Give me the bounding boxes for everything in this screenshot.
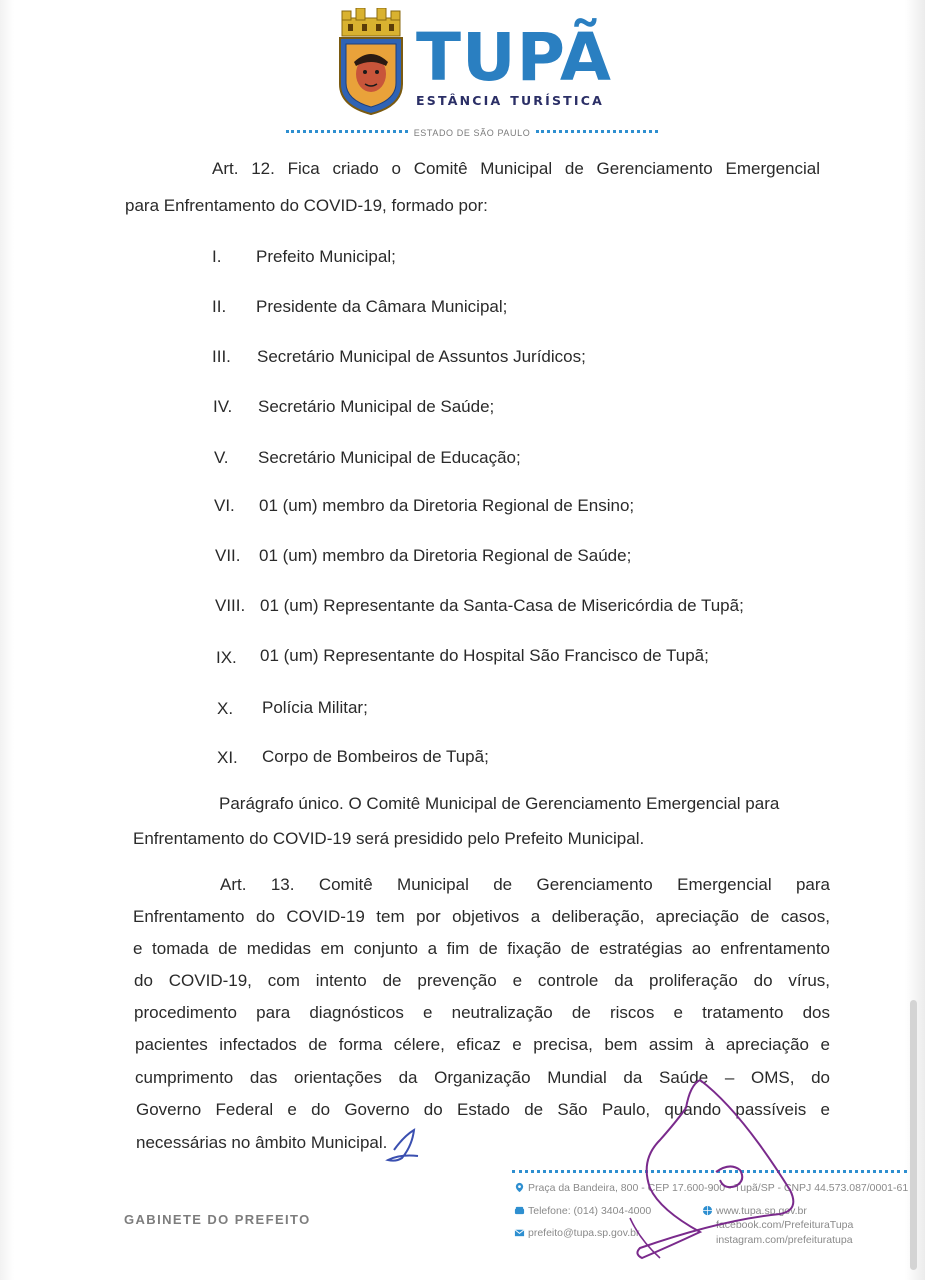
address-line <box>514 1181 908 1195</box>
globe-icon <box>702 1205 713 1216</box>
article-13-line: Governo Federal e do Governo do Estado de São Paulo, quando passíveis e <box>136 1100 830 1119</box>
article-12-line: Art. 12. Fica criado o Comitê Municipal de Gerenciamento Emergencial <box>212 159 820 178</box>
list-numeral: XI. <box>217 748 238 767</box>
state-label: ESTADO DE SÃO PAULO <box>413 128 531 138</box>
list-text: 01 (um) Representante do Hospital São Francisco de Tupã; <box>260 646 709 665</box>
article-13-line: necessárias no âmbito Municipal. <box>136 1133 388 1152</box>
list-text: 01 (um) membro da Diretoria Regional de Saúde; <box>259 546 632 565</box>
list-numeral: III. <box>212 347 231 366</box>
paragraph-unico-line: Enfrentamento do COVID-19 será presidido pelo Prefeito Municipal. <box>133 829 645 848</box>
list-numeral: VI. <box>214 496 235 515</box>
paragraph-unico-line: Parágrafo único. O Comitê Municipal de Gerenciamento Emergencial para <box>219 794 780 813</box>
city-crest-icon <box>336 8 406 116</box>
list-numeral: VIII. <box>215 596 246 615</box>
list-text: Secretário Municipal de Assuntos Jurídicos; <box>257 347 586 366</box>
list-numeral: IX. <box>216 648 237 667</box>
list-text: Corpo de Bombeiros de Tupã; <box>262 747 489 766</box>
dotted-rule <box>536 130 658 136</box>
email-line <box>514 1226 639 1240</box>
list-numeral: II. <box>212 297 227 316</box>
state-divider <box>286 126 658 140</box>
list-numeral: IV. <box>213 397 233 416</box>
dotted-rule <box>286 130 408 136</box>
website-line <box>702 1204 807 1218</box>
brand-tagline: ESTÂNCIA TURÍSTICA <box>416 93 604 108</box>
article-13-line: e tomada de medidas em conjunto a fim de fixação de estratégias ao enfrentamento <box>133 939 830 958</box>
footer-dotted-rule <box>512 1170 907 1173</box>
list-text: Presidente da Câmara Municipal; <box>256 297 508 316</box>
list-text: Prefeito Municipal; <box>256 247 396 266</box>
phone-text: Telefone: (014) 3404-4000 <box>528 1205 652 1217</box>
list-text: Secretário Municipal de Educação; <box>258 448 521 467</box>
article-13-line: pacientes infectados de forma célere, eficaz e precisa, bem assim à apreciação e <box>135 1035 830 1054</box>
scrollbar[interactable] <box>910 1000 917 1270</box>
article-12-line: para Enfrentamento do COVID-19, formado por: <box>125 196 488 215</box>
list-text: 01 (um) membro da Diretoria Regional de Ensino; <box>259 496 635 515</box>
list-numeral: V. <box>214 448 229 467</box>
list-text: Polícia Militar; <box>262 698 368 717</box>
article-13-line: cumprimento das orientações da Organização Mundial da Saúde – OMS, do <box>135 1068 830 1087</box>
facebook-text[interactable]: facebook.com/PrefeituraTupa <box>716 1219 854 1231</box>
list-numeral: I. <box>212 247 222 266</box>
phone-line <box>514 1204 651 1218</box>
location-pin-icon <box>514 1182 525 1193</box>
brand-title: TUPÃ <box>416 19 613 96</box>
website-text[interactable]: www.tupa.sp.gov.br <box>716 1205 807 1217</box>
phone-icon <box>514 1205 525 1216</box>
list-text: Secretário Municipal de Saúde; <box>258 397 495 416</box>
instagram-text[interactable]: instagram.com/prefeituratupa <box>716 1234 853 1246</box>
address-text: Praça da Bandeira, 800 - CEP 17.600-900 - Tupã/SP - CNPJ 44.573.087/0001-61 <box>528 1182 909 1194</box>
envelope-icon <box>514 1227 525 1238</box>
article-13-line: procedimento para diagnósticos e neutralização de riscos e tratamento dos <box>134 1003 830 1022</box>
list-text: 01 (um) Representante da Santa-Casa de Misericórdia de Tupã; <box>260 596 744 615</box>
cabinet-label: GABINETE DO PREFEITO <box>124 1212 311 1227</box>
list-numeral: VII. <box>215 546 241 565</box>
article-13-line: Enfrentamento do COVID-19 tem por objetivos a deliberação, apreciação de casos, <box>133 907 830 926</box>
list-numeral: X. <box>217 699 234 718</box>
email-text[interactable]: prefeito@tupa.sp.gov.br <box>528 1227 640 1239</box>
article-13-line: Art. 13. Comitê Municipal de Gerenciamento Emergencial para <box>220 875 830 894</box>
article-13-line: do COVID-19, com intento de prevenção e controle da proliferação do vírus, <box>134 971 830 990</box>
